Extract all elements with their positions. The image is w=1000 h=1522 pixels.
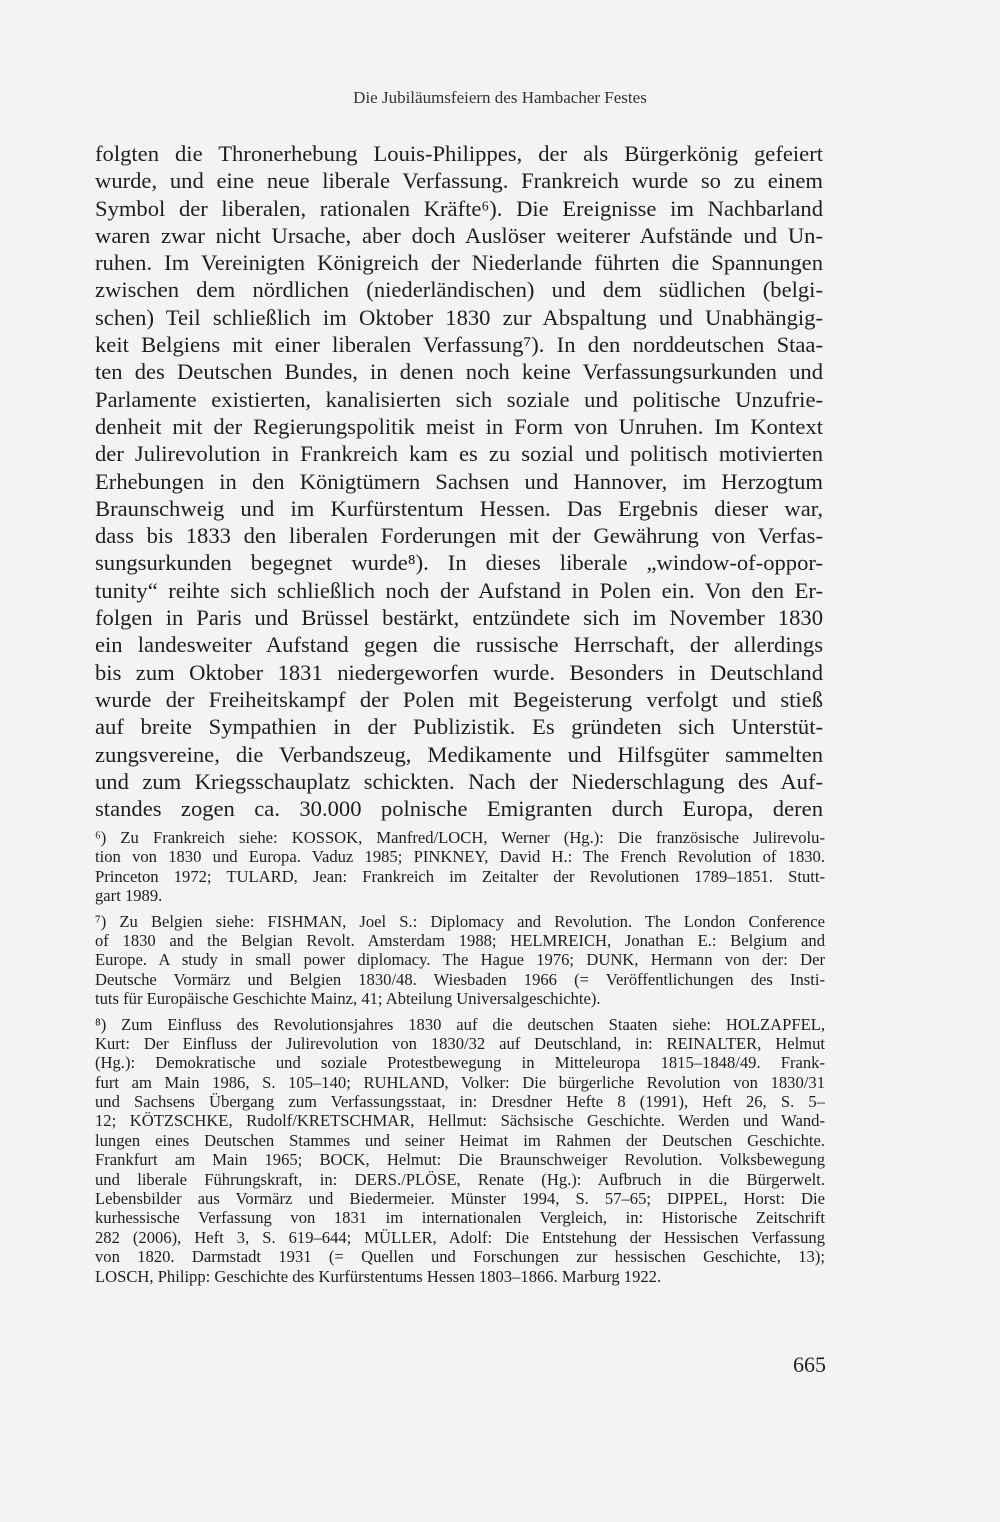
- footnote-line: und liberale Führungskraft, in: DERS./PLÖSE, Renate (Hg.): Aufbruch in die Bürgerwelt.: [95, 1169, 825, 1189]
- page-number: 665: [793, 1352, 826, 1377]
- footnote-line: gart 1989.: [95, 886, 163, 906]
- text-line: Parlamente existierten, kanalisierten sich soziale und politische Unzufrie-: [95, 386, 823, 412]
- footnote-line: ⁸) Zum Einfluss des Revolutionsjahres 1830 auf die deutschen Staaten siehe: HOLZAPFEL,: [95, 1014, 825, 1034]
- text-line: tunity“ reihte sich schließlich noch der Aufstand in Polen ein. Von den Er-: [95, 577, 823, 603]
- footnote: [95, 828, 825, 906]
- text-line: schen) Teil schließlich im Oktober 1830 zur Abspaltung und Unabhängig-: [95, 304, 823, 330]
- footnote-line: ⁷) Zu Belgien siehe: FISHMAN, Joel S.: Diplomacy and Revolution. The London Conference: [95, 911, 825, 931]
- text-line: waren zwar nicht Ursache, aber doch Auslöser weiterer Aufstände und Un-: [95, 222, 823, 248]
- footnote-line: von 1820. Darmstadt 1931 (= Quellen und Forschungen zur hessischen Geschichte, 13);: [95, 1247, 825, 1267]
- text-line: wurde, und eine neue liberale Verfassung. Frankreich wurde so zu einem: [95, 168, 823, 194]
- footnote-line: tuts für Europäische Geschichte Mainz, 41; Abteilung Universalgeschichte).: [95, 989, 601, 1009]
- footnote: [95, 1015, 825, 1286]
- running-head: Die Jubiläumsfeiern des Hambacher Festes: [353, 88, 647, 107]
- text-line: Symbol der liberalen, rationalen Kräfte⁶). Die Ereignisse im Nachbarland: [95, 195, 823, 221]
- footnote-line: Princeton 1972; TULARD, Jean: Frankreich im Zeitalter der Revolutionen 1789–1851. Stutt-: [95, 866, 825, 886]
- text-line: folgen in Paris und Brüssel bestärkt, entzündete sich im November 1830: [95, 605, 823, 631]
- text-line: ruhen. Im Vereinigten Königreich der Niederlande führten die Spannungen: [95, 250, 823, 276]
- footnote-line: und Sachsens Übergang zum Verfassungsstaat, in: Dresdner Hefte 8 (1991), Heft 26, S. 5–: [95, 1092, 825, 1112]
- footnote-line: furt am Main 1986, S. 105–140; RUHLAND, Volker: Die bürgerliche Revolution von 1830/31: [95, 1072, 825, 1092]
- text-line: auf breite Sympathien in der Publizistik. Es gründeten sich Unterstüt-: [95, 714, 823, 740]
- footnote-line: Deutsche Vormärz und Belgien 1830/48. Wiesbaden 1966 (= Veröffentlichungen des Insti-: [95, 969, 825, 989]
- text-line: denheit mit der Regierungspolitik meist in Form von Unruhen. Im Kontext: [95, 413, 823, 439]
- footnote-line: kurhessische Verfassung von 1831 im internationalen Vergleich, in: Historische Zeitschrift: [95, 1208, 825, 1228]
- text-line: keit Belgiens mit einer liberalen Verfassung⁷). In den norddeutschen Staa-: [95, 332, 823, 358]
- footnote-line: (Hg.): Demokratische und soziale Protestbewegung in Mitteleuropa 1815–1848/49. Frank-: [95, 1053, 825, 1073]
- footnote-line: ⁶) Zu Frankreich siehe: KOSSOK, Manfred/LOCH, Werner (Hg.): Die französische Julirevolu-: [95, 828, 825, 847]
- text-line: Braunschweig und im Kurfürstentum Hessen. Das Ergebnis dieser war,: [95, 495, 823, 521]
- text-line: wurde der Freiheitskampf der Polen mit Begeisterung verfolgt und stieß: [95, 686, 823, 712]
- footnote-line: LOSCH, Philipp: Geschichte des Kurfürstentums Hessen 1803–1866. Marburg 1922.: [95, 1266, 662, 1286]
- text-line: sungsurkunden begegnet wurde⁸). In dieses liberale „window-of-oppor-: [95, 550, 823, 576]
- footnote-line: Kurt: Der Einfluss der Julirevolution von 1830/32 auf Deutschland, in: REINALTER, Helmut: [95, 1033, 825, 1053]
- footnote-line: of 1830 and the Belgian Revolt. Amsterdam 1988; HELMREICH, Jonathan E.: Belgium and: [95, 930, 825, 950]
- footnotes: [95, 828, 825, 1292]
- footnote-line: Europe. A study in small power diplomacy. The Hague 1976; DUNK, Hermann von der: Der: [95, 950, 825, 970]
- main-text: [95, 140, 823, 822]
- text-line: Erhebungen in den Königtümern Sachsen und Hannover, im Herzogtum: [95, 468, 823, 494]
- text-line: und zum Kriegsschauplatz schickten. Nach der Niederschlagung des Auf-: [95, 768, 823, 794]
- text-line: zwischen dem nördlichen (niederländischen) und dem südlichen (belgi-: [95, 277, 823, 303]
- text-line: der Julirevolution in Frankreich kam es zu sozial und politisch motivierten: [95, 441, 823, 467]
- footnote-line: lungen eines Deutschen Stammes und seiner Heimat im Rahmen der Deutschen Geschichte.: [95, 1130, 825, 1150]
- text-line: ten des Deutschen Bundes, in denen noch keine Verfassungsurkunden und: [95, 359, 823, 385]
- footnote: [95, 912, 825, 1009]
- footnote-line: 282 (2006), Heft 3, S. 619–644; MÜLLER, Adolf: Die Entstehung der Hessischen Verfassung: [95, 1227, 825, 1247]
- text-line: zungsvereine, die Verbandszeug, Medikamente und Hilfsgüter sammelten: [95, 741, 823, 767]
- footnote-line: 12; KÖTZSCHKE, Rudolf/KRETSCHMAR, Hellmut: Sächsische Geschichte. Werden und Wand-: [95, 1111, 825, 1131]
- footnote-line: tion von 1830 und Europa. Vaduz 1985; PINKNEY, David H.: The French Revolution of 1830.: [95, 847, 825, 867]
- footnote-line: Lebensbilder aus Vormärz und Biedermeier. Münster 1994, S. 57–65; DIPPEL, Horst: Die: [95, 1189, 825, 1209]
- text-line: standes zogen ca. 30.000 polnische Emigranten durch Europa, deren: [95, 796, 823, 822]
- text-line: bis zum Oktober 1831 niedergeworfen wurde. Besonders in Deutschland: [95, 659, 823, 685]
- footnote-line: Frankfurt am Main 1965; BOCK, Helmut: Die Braunschweiger Revolution. Volksbewegung: [95, 1150, 825, 1170]
- text-line: ein landesweiter Aufstand gegen die russische Herrschaft, der allerdings: [95, 632, 823, 658]
- text-line: folgten die Thronerhebung Louis-Philippes, der als Bürgerkönig gefeiert: [95, 141, 823, 166]
- text-line: dass bis 1833 den liberalen Forderungen mit der Gewährung von Verfas-: [95, 523, 823, 549]
